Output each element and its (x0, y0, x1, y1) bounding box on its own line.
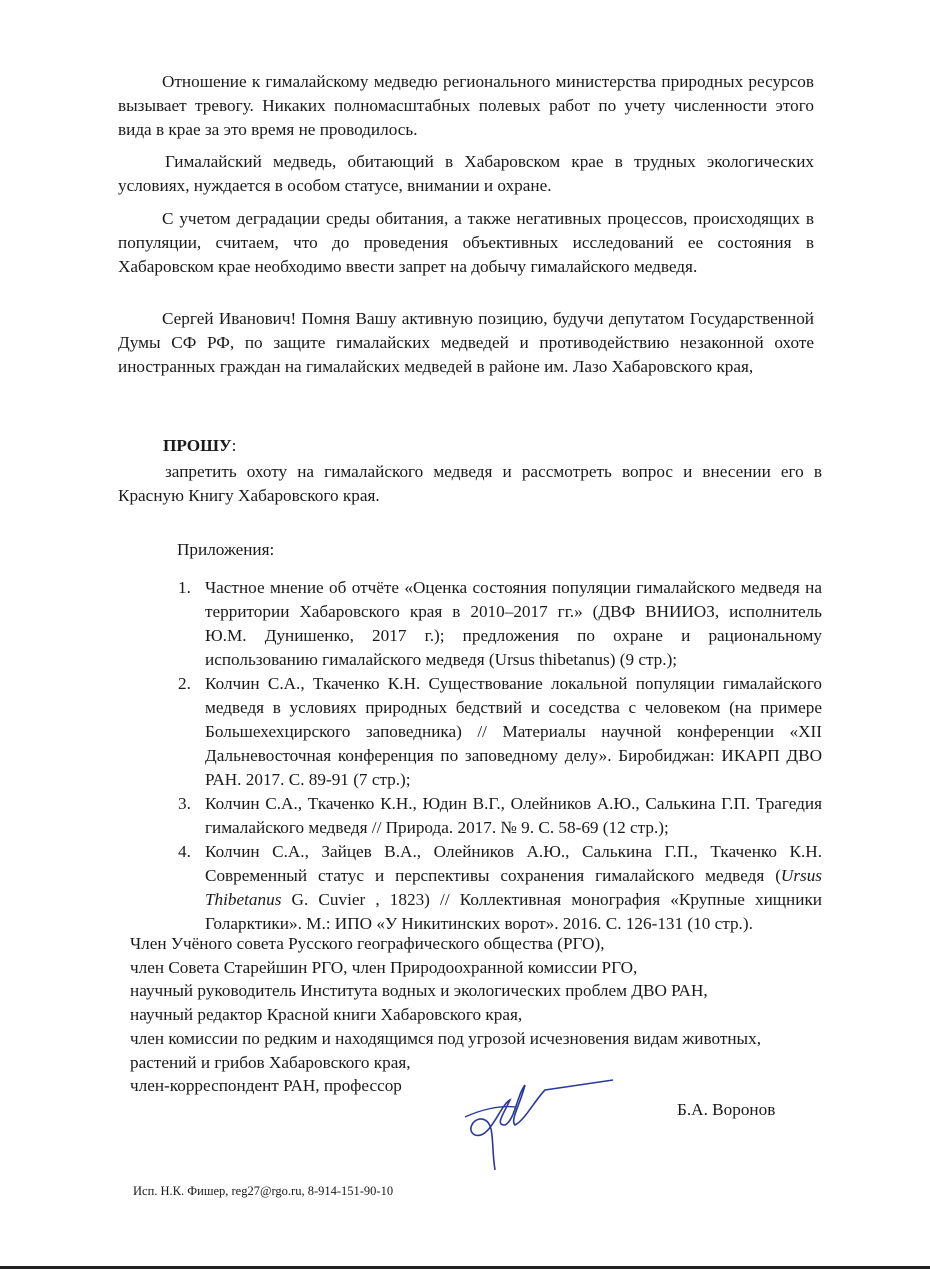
title-line: научный руководитель Института водных и экологических проблем ДВО РАН, (130, 981, 708, 1001)
footer-contact: Исп. Н.К. Фишер, reg27@rgo.ru, 8-914-151-90-10 (133, 1184, 394, 1198)
handwritten-signature (455, 1075, 620, 1175)
list-number: 2. (178, 674, 191, 693)
request-text: запретить охоту на гималайского медведя и рассмотреть вопрос и внесении его в Красную Книгу Хабаровского края. (118, 462, 822, 505)
list-item (170, 576, 822, 672)
page-edge-line (0, 1266, 930, 1269)
paragraph-2: Гималайский медведь, обитающий в Хабаровском крае в трудных экологических условиях, нуждается в особом статусе, внимании и охране. (118, 152, 814, 195)
list-text: Колчин С.А., Ткаченко К.Н., Юдин В.Г., Олейников А.Ю., Салькина Г.П. Трагедия гималайского медведя // Природа. 2017. № 9. С. 58-69 (12 стр.); (205, 794, 822, 837)
list-text: Частное мнение об отчёте «Оценка состояния популяции гималайского медведя на территории Хабаровского края в 2010–2017 гг.» (ДВФ ВНИИОЗ, исполнитель Ю.М. Дунишенко, 2017 г.); предложения по охране и рациональному использованию гималайского медведя (Ursus thibetanus) (9 стр.); (205, 578, 822, 669)
list-number: 3. (178, 794, 191, 813)
species-name: Ursus Thibetanus (205, 866, 822, 909)
list-text: Колчин С.А., Ткаченко К.Н. Существование локальной популяции гималайского медведя в условиях природных бедствий и соседства с человеком (на примере Большехехцирского заповедника) // Материалы научной конференции «XII Дальневосточная конференция по заповедному делу». Биробиджан: ИКАРП ДВО РАН. 2017. С. 89-91 (7 стр.); (205, 674, 822, 789)
paragraph-1: Отношение к гималайскому медведю регионального министерства природных ресурсов вызывает тревогу. Никаких полномасштабных полевых работ по учету численности этого вида в крае за это время не проводилось. (118, 72, 814, 139)
request-heading-text: ПРОШУ (163, 436, 232, 455)
title-line: член Совета Старейшин РГО, член Природоохранной комиссии РГО, (130, 957, 638, 977)
list-item (170, 840, 822, 936)
list-number: 4. (178, 842, 191, 861)
request-heading (163, 434, 236, 458)
paragraph-4: Сергей Иванович! Помня Вашу активную позицию, будучи депутатом Государственной Думы СФ РФ, по защите гималайских медведей и противодействию незаконной охоте иностранных граждан на гималайских медведей в районе им. Лазо Хабаровского края, (118, 309, 814, 376)
signature-block (130, 932, 761, 1098)
signatory-name: Б.А. Воронов (677, 1100, 776, 1119)
list-text: G. Cuvier , 1823) // Коллективная монография «Крупные хищники Голарктики». М.: ИПО «У Никитинских ворот». 2016. С. 126-131 (10 стр.). (205, 890, 822, 933)
title-line: Член Учёного совета Русского географического общества (РГО), (130, 934, 605, 953)
list-text: Колчин С.А., Зайцев В.А., Олейников А.Ю., Салькина Г.П., Ткаченко К.Н. Современный статус и перспективы сохранения гималайского медведя ( (205, 842, 822, 885)
list-number: 1. (178, 578, 191, 597)
title-line: растений и грибов Хабаровского края, (130, 1052, 411, 1072)
attachments-heading: Приложения: (177, 540, 275, 559)
title-line: научный редактор Красной книги Хабаровского края, (130, 1005, 523, 1025)
title-line: член-корреспондент РАН, профессор (130, 1076, 402, 1096)
title-line: член комиссии по редким и находящимся под угрозой исчезновения видам животных, (130, 1028, 761, 1048)
request-heading-colon: : (231, 436, 237, 455)
paragraph-3: С учетом деградации среды обитания, а также негативных процессов, происходящих в популяции, считаем, что до проведения объективных исследований ее состояния в Хабаровском крае необходимо ввести запрет на добычу гималайского медведя. (118, 209, 814, 276)
list-item (170, 672, 822, 792)
list-item (170, 792, 822, 840)
attachments-list (170, 576, 822, 936)
